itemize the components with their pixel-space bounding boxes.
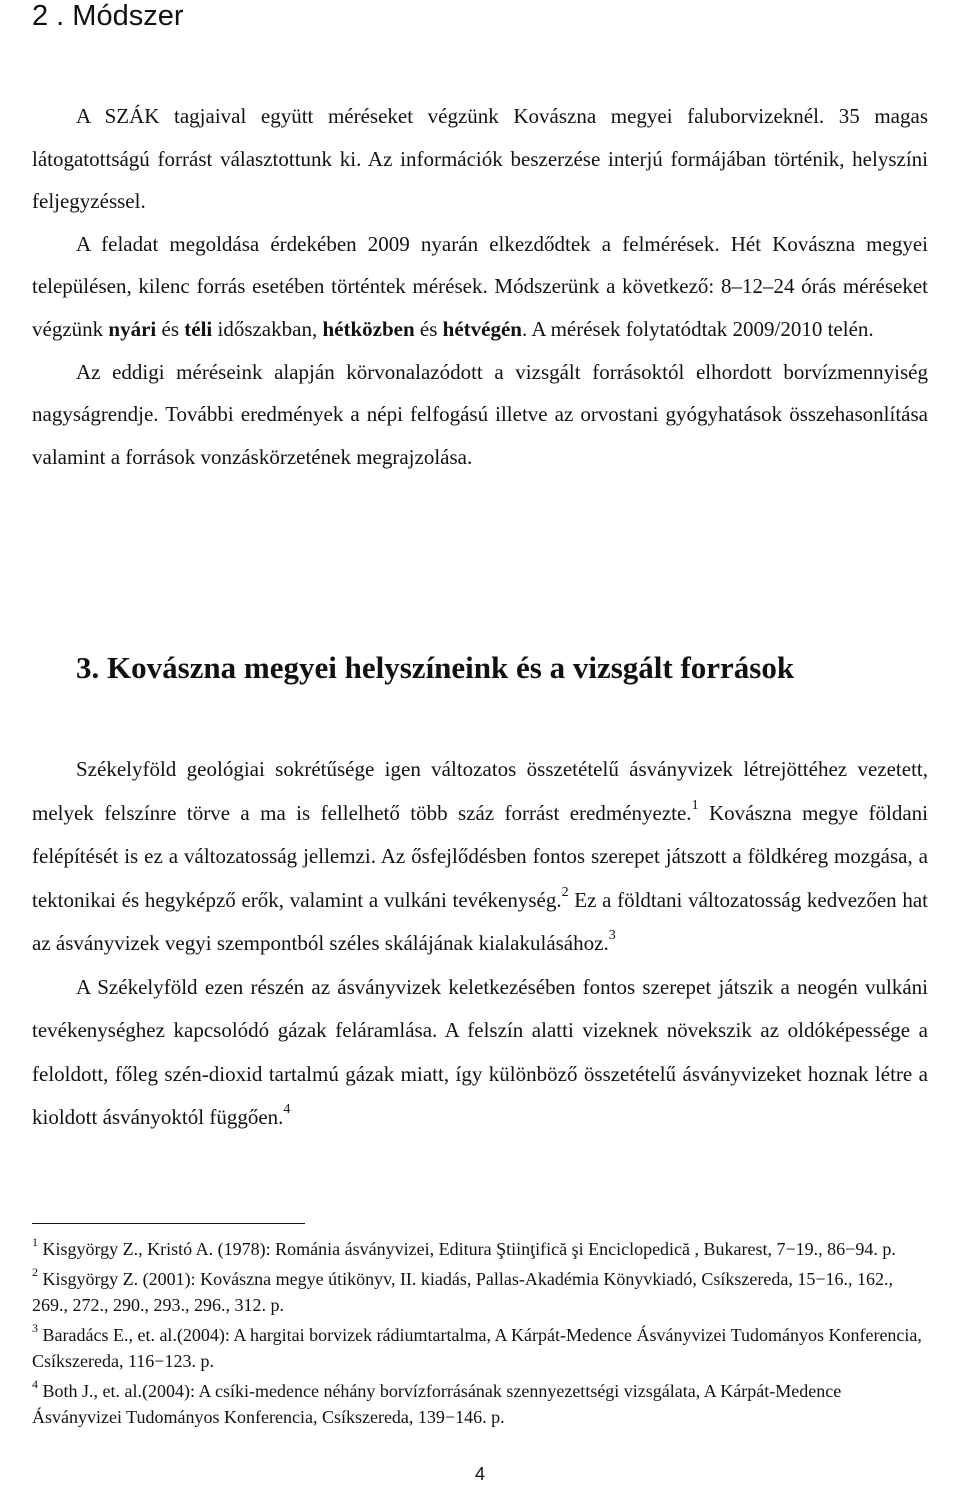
footnote-number: 1 (32, 1235, 38, 1249)
footnote-ref-1[interactable]: 1 (691, 797, 699, 813)
footnote-separator (32, 1223, 305, 1224)
section-2-heading: 2 . Módszer (32, 0, 184, 32)
footnote-text: Both J., et. al.(2004): A csíki-medence néhány borvízforrásának szennyezettségi vizsgálata, A Kárpát-Medence Ásványvizei Tudományos Konferencia, Csíkszereda, 139−146. p. (32, 1380, 842, 1427)
section-2-paragraph-2: A feladat megoldása érdekében 2009 nyarán elkezdődtek a felmérések. Hét Kovászna megyei településen, kilenc forrás esetében történtek mérések. Módszerünk a következő: 8–12–24 órás méréseket végzünk nyári és téli időszakban, hétközben és hétvégén. A mérések folytatódtak 2009/2010 telén. (32, 231, 928, 341)
section-3-paragraph-2: A Székelyföld ezen részén az ásványvizek keletkezésében fontos szerepet játszik a neogén vulkáni tevékenységhez kapcsolódó gázak feláramlása. A felszín alatti vizeknek növekszik az oldóképessége a feloldott, főleg szén-dioxid tartalmú gázak miatt, így különböző összetételű ásványvizeket hoznak létre a kioldott ásványoktól függően.$^4$ (32, 974, 928, 1129)
footnotes-list (32, 1236, 932, 1434)
bold-term-hetkozben: hétközben (322, 316, 415, 341)
section-3-paragraph-1: Székelyföld geológiai sokrétűsége igen változatos összetételű ásványvizek létrejöttéhez vezetett, melyek felszínre törve a ma is fellelhető több száz forrást eredményezte.$^1$ Kovászna megye földani felépítését is ez a változatosság jellemzi. Az ősfejlődésben fontos szerepet játszott a földkéreg mozgása, a tektonikai és hegyképző erők, valamint a vulkáni tevékenység.$^2$ Ez a földtani változatosság kedvezően hat az ásványvizek vegyi szempontból széles skálájának kialakulásához.$^3$ (32, 757, 928, 955)
footnote-ref-3[interactable]: 3 (608, 928, 616, 943)
footnote-3 (32, 1322, 932, 1375)
section-2-paragraph-3: Az eddigi méréseink alapján körvonalazódott a vizsgált forrásoktól elhordott borvízmennyiség nagyságrendje. További eredmények a népi felfogású illetve az orvostani gyógyhatások összehasonlítása valamint a források vonzáskörzetének megrajzolása. (32, 359, 928, 469)
bold-term-teli: téli (184, 316, 213, 341)
footnote-4 (32, 1378, 932, 1431)
footnote-1 (32, 1236, 932, 1263)
footnote-number: 3 (32, 1320, 38, 1335)
footnote-text: Kisgyörgy Z. (2001): Kovászna megye útikönyv, II. kiadás, Pallas-Akadémia Könyvkiadó, Csíkszereda, 15−16., 162., 269., 272., 290., 293., 296., 312. p. (32, 1268, 893, 1315)
footnote-number: 2 (32, 1264, 38, 1279)
footnote-ref-4[interactable]: 4 (283, 1102, 291, 1117)
section-2-body (32, 95, 928, 478)
footnote-number: 4 (32, 1376, 38, 1391)
footnote-text: Baradács E., et. al.(2004): A hargitai borvizek rádiumtartalma, A Kárpát-Medence Ásványvizei Tudományos Konferencia, Csíkszereda, 116−123. p. (32, 1324, 922, 1371)
section-2-paragraph-1: A SZÁK tagjaival együtt méréseket végzünk Kovászna megyei faluborvizeknél. 35 magas látogatottságú forrást választottunk ki. Az információk beszerzése interjú formájában történik, helyszíni feljegyzéssel. (32, 104, 928, 214)
footnote-text: Kisgyörgy Z., Kristó A. (1978): Románia ásványvizei, Editura Ştiinţifică şi Enciclopedică , Bukarest, 7−19., 86−94. p. (38, 1239, 896, 1259)
bold-term-hetvegen: hétvégén (442, 316, 522, 341)
footnote-2 (32, 1266, 932, 1319)
bold-term-nyari: nyári (108, 316, 157, 341)
footnote-ref-2[interactable]: 2 (561, 884, 569, 900)
section-3-body (32, 748, 928, 1140)
section-3-heading: 3. Kovászna megyei helyszíneink és a vizsgált források (76, 650, 795, 685)
page-number: 4 (474, 1464, 485, 1484)
